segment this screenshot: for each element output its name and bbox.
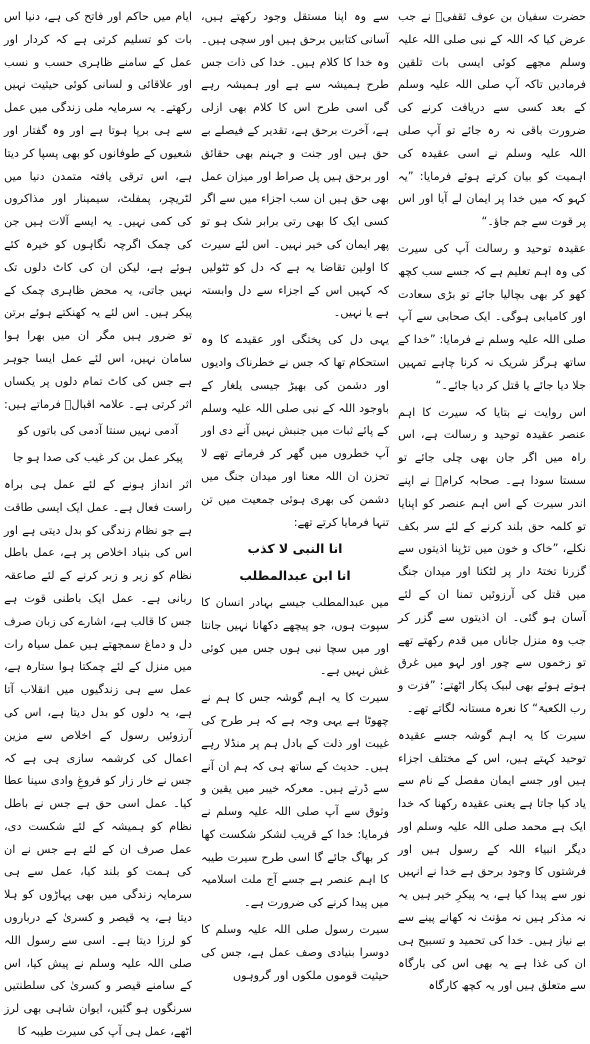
- paragraph: سیرت کا یہ اہم گوشہ جسے عقیدہ توحید کہتے ہیں، اس کے مختلف اجزاء ہیں اور جسے ایمان مفصل کے نام سے یاد کیا جاتا ہے یعنی عقیدہ رکھنا کہ خدا ایک ہے محمد صلی اللہ علیہ وسلم اور دیگر انبیاء اللہ کے رسول ہیں اور فرشتوں کا وجود برحق ہے خدا نے انہیں نور سے پیدا کیا ہے، یہ پیکرِ خیر ہیں یہ نہ مذکر ہیں نہ مؤنث نہ کھانے پینے سے بے نیاز ہیں۔ خدا کی تحمید و تسبیح ہی ان کی غذا ہے یہ بھی اس کی بارگاہ سے متعلق ہیں اور یہ کچھ کارگاہ: [398, 728, 586, 993]
- paragraph: اثر انداز ہونے کے لئے عمل ہی براہ راست فعال ہے۔ عمل ایک ایسی طاقت ہے جو نظام زندگی کو بدل دیتی ہے اور اس کی بنیاد اخلاص پر ہے، عمل باطل نظام کو زیر و زبر کرنے کے لئے صاعقہ ربانی ہے۔ عمل ایک باطنی قوت ہے جس کا قالب ہے، اشارے کی زبان صرف دل و دماغ سمجھتے ہیں عمل سیاہ رات میں منزل کے لئے چمکتا ہوا ستارہ ہے، عمل سے ہی زندگیوں میں انقلاب آتا ہے، یہ دلوں کو بدل دیتا ہے، اس کی آرزوئیں رسول کے اخلاص سے مزین اعمال کی کرشمہ سازی ہی ہے کہ جس نے خار زار کو فروغِ وادی سینا عطا کیا۔ عمل اسی حق ہے جس نے باطل نظام کو ہمیشہ کے لئے شکست دی، عمل صرف ان کے لئے ہے جس نے ان کی ہمت کو بلند کیا، عمل سے ہی سرمایہ زندگی میں بھی پہاڑوں کو ہلا دیتا ہے، یہ قیصر و کسریٰ کے درباروں کو لرزا دیتا ہے۔ اسی سے رسول اللہ صلی اللہ علیہ وسلم نے پیش کیا، اس کے سامنے قیصر و کسریٰ کی سلطنتیں سرنگوں ہو گئیں، ایوان شاہی بھی لرز اٹھے، عمل ہی آپ کی سیرت طیبہ کا: [4, 477, 192, 1039]
- paragraph: حضرت سفیان بن عوف ثقفیؓ نے جب عرض کیا کہ اللہ کے نبی صلی اللہ علیہ وسلم مجھے کوئی ایسی بات تلقین فرمادیں تاکہ آپ صلی اللہ علیہ وسلم کے بعد کسی سے دریافت کرنے کی ضرورت باقی نہ رہ جائے تو آپ صلی اللہ علیہ وسلم نے اسی عقیدہ کی اہمیت کو بیان کرتے ہوئے فرمایا: ”یہ کہو کہ میں خدا پر ایمان لے آیا اور اس پر قوت سے جم جاؤ۔“: [398, 10, 586, 229]
- poetry-line: پیکر عمل بن کر غیب کی صدا ہو جا: [13, 451, 183, 465]
- poetry-line: آدمی نہیں سنتا آدمی کی باتوں کو: [17, 424, 179, 438]
- paragraph: سے وہ اپنا مستقل وجود رکھتے ہیں، آسانی کتابیں برحق ہیں اور سچی ہیں۔ وہ خدا کا کلام ہیں۔ خدا کی ذات جس طرح ہمیشہ سے ہے اور ہمیشہ رہے گی اسی طرح اس کا کلام بھی ازلی ہے، آخرت برحق ہے، تقدیر کے فیصلے بے حق ہیں اور جنت و جہنم بھی حقائق اور برحق ہیں پل صراط اور میزان عمل بھی حق ہیں ان سب اجزاء میں سے اگر کسی ایک کا بھی رتی برابر شک ہو تو پھر ایمان کی خیر نہیں۔ اس لئے سیرت کا اولین تقاضا یہ ہے کہ دل کو ٹٹولیں کہ کہیں اس کے اجزاء سے دل وابستہ ہے یا نہیں۔: [201, 10, 389, 320]
- text-columns: [4, 6, 586, 1039]
- paragraph: عقیدہ توحید و رسالت آپ کی سیرت کی وہ اہم تعلیم ہے کہ جسے سب کچھ کھو کر بھی بچالیا جائے تو بڑی سعادت اور کامیابی ہوگی۔ ایک صحابی سے آپ صلی اللہ علیہ وسلم نے فرمایا: ”خدا کے ساتھ ہرگز شریک نہ کرنا چاہے تمہیں جلا دیا جائے یا قتل کر دیا جائے۔“: [398, 241, 586, 392]
- paragraph: اس روایت نے بتایا کہ سیرت کا اہم عنصر عقیدہ توحید و رسالت ہے، اس راہ میں اگر جان بھی چلی جائے تو سستا سودا ہے۔ صحابہ کرامؓ نے اپنے اندر سیرت کے اس اہم عنصر کو اپنایا تو کلمہ حق بلند کرنے کے لئے سر بکف نکلے، ”خاک و خون میں تڑپنا اذیتوں سے گزرنا تختۂ دار پر لٹکنا اور میدان جنگ میں قتل کی آرزوئیں تمنا ان کے لئے آسان ہو گئی۔ ان اذیتوں سے گزر کر جب وہ منزل جاناں میں قدم رکھتے تھے تو زخموں سے چور اور لہو میں غرق ہوتے ہوئے بھی لبیک پکار اٹھتے: ”فزت و رب الکعبۃ“ کا نعرہ مستانہ لگاتے تھے۔: [398, 405, 586, 715]
- column-divider: [196, 6, 197, 824]
- column-right: [398, 6, 586, 993]
- verse-line: انا النبی لا کذب: [247, 541, 343, 557]
- column-divider: [393, 6, 394, 824]
- paragraph: ایام میں حاکم اور فاتح کی ہے، دنیا اس بات کو تسلیم کرتی ہے کہ کردار اور عمل کے سامنے ظاہری حسب و نسب اور علاقائی و لسانی کوئی حیثیت نہیں رکھتے۔ یہ سرمایہ ملی زندگی میں عمل سے ہی برپا ہوتا ہے اور وہ گفتار اور شعیوں کے طوفانوں کو بھی پسپا کر دیتا ہے، اس ترقی یافتہ متمدن دنیا میں لٹریچر، پمفلٹ، سیمینار اور مذاکروں کی کمی نہیں۔ یہ ایسے آلات ہیں جن کی چمک اگرچہ نگاہوں کو خیرہ کئے ہوئے ہے، لیکن ان کی کاٹ دلوں تک نہیں جاتی، یہ محض ظاہری چمک کے پیکر ہیں۔ اس لئے یہ کھنکتے ہوئے برتن تو ضرور ہیں مگر ان میں بھرا ہوا سامان نہیں، اس لئے عمل ایسا جوہر ہے جس کی کاٹ تمام دلوں پر یکساں اثر کرتی ہے۔ علامہ اقبالؒ فرماتے ہیں:: [4, 10, 192, 411]
- paragraph: سیرت رسول صلی اللہ علیہ وسلم کا دوسرا بنیادی وصف عمل ہے، جس کی حیثیت قوموں ملکوں اور گروہوں: [201, 923, 389, 982]
- paragraph: سیرت کا یہ اہم گوشہ جس کا ہم نے چھوٹا ہے یہی وجہ ہے کہ ہر طرح کی غیبت اور ذلت کے بادل ہم پر منڈلا رہے ہیں۔ حدیث کے ساتھ ہی کہ ہم ان آنے سے ڈرتے ہیں۔ معرکہ خیبر میں یقین و وثوق سے آپ صلی اللہ علیہ وسلم نے فرمایا: خدا کے قریب لشکر شکست کھا کر بھاگ جائے گا اسی طرح سیرت طیبہ کا اہم عنصر ہے جسے آج ملت اسلامیہ میں پیدا کرنے کی ضرورت ہے۔: [201, 691, 389, 910]
- column-middle: [201, 6, 389, 982]
- paragraph: میں عبدالمطلب جیسے بہادر انسان کا سپوت ہوں، جو پیچھے دکھانا نہیں جانتا اور میں سچا نبی ہوں جس میں کوئی غش نہیں ہے۔: [201, 595, 389, 678]
- column-left: [4, 6, 192, 1039]
- paragraph: یہی دل کی پختگی اور عقیدے کا وہ استحکام تھا کہ جس نے خطرناک وادیوں اور دشمن کی بھیڑ جیسی یلغار کے باوجود اللہ کے نبی صلی اللہ علیہ وسلم کے پائے ثبات میں جنبش نہیں آنے دی اور آپ خطروں میں گھر کر فرماتے تھے لا تحزن ان اللہ معنا اور میدان جنگ میں دشمن کی بھری ہوئی جمعیت میں تن تنہا فرمایا کرتے تھے:: [201, 333, 389, 529]
- verse-line: انا ابن عبدالمطلب: [239, 568, 351, 584]
